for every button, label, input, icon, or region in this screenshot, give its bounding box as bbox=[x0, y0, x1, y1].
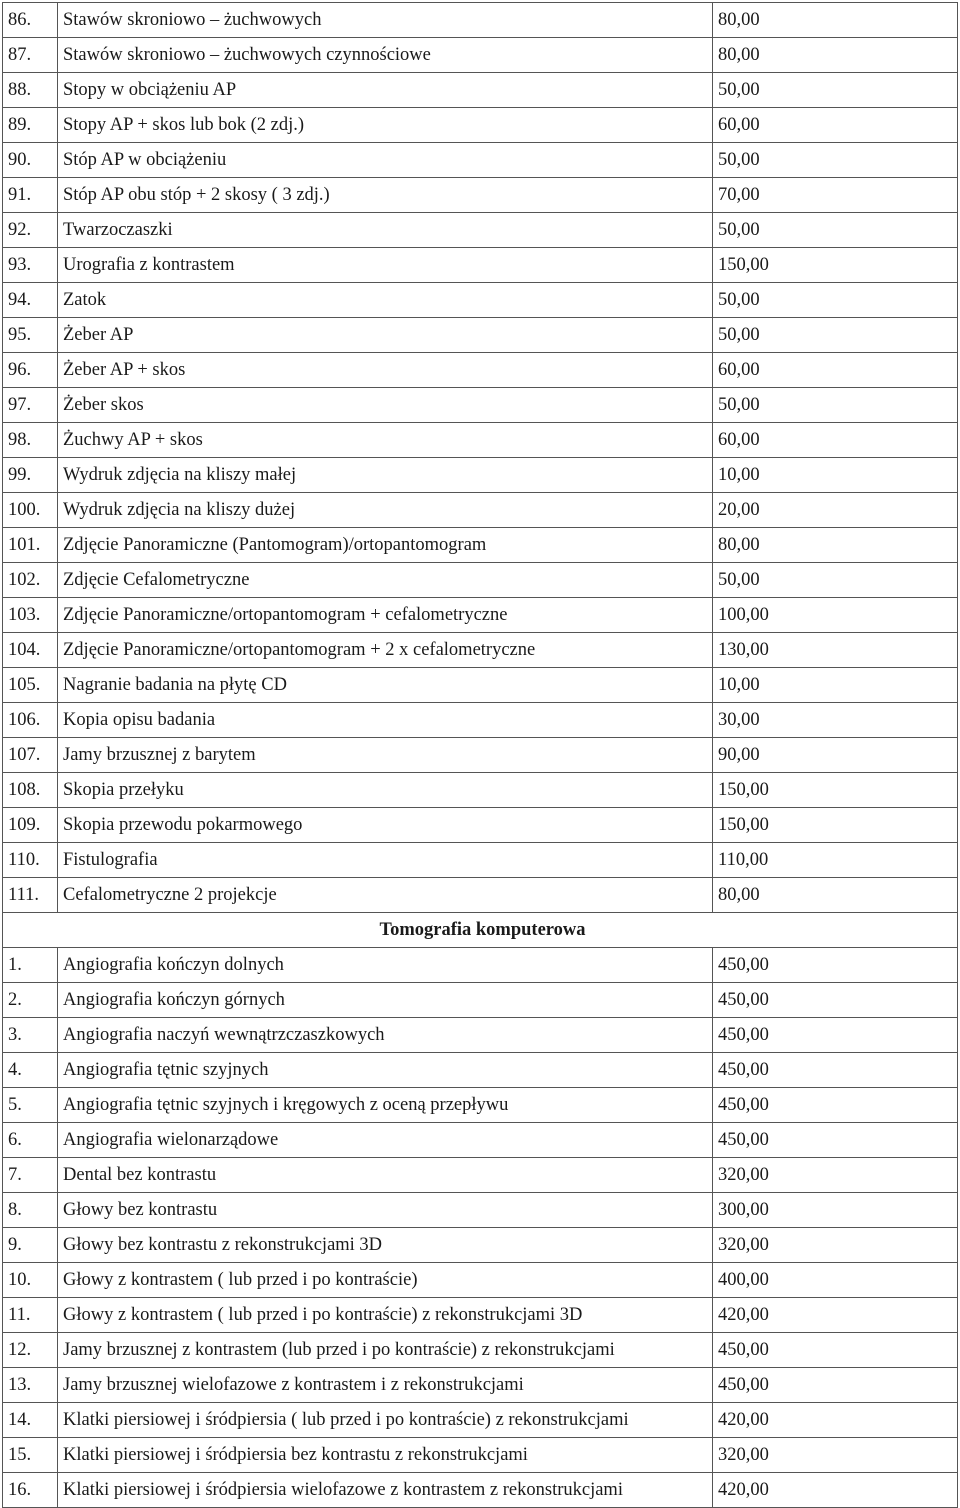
row-number: 98. bbox=[3, 423, 58, 458]
table-row bbox=[3, 1438, 958, 1473]
row-number: 100. bbox=[3, 493, 58, 528]
table-row bbox=[3, 73, 958, 108]
table-row bbox=[3, 773, 958, 808]
row-number: 4. bbox=[3, 1053, 58, 1088]
procedure-name: Głowy z kontrastem ( lub przed i po kontraście) bbox=[58, 1263, 713, 1298]
price-value: 150,00 bbox=[713, 808, 958, 843]
row-number: 99. bbox=[3, 458, 58, 493]
procedure-name: Angiografia tętnic szyjnych bbox=[58, 1053, 713, 1088]
row-number: 12. bbox=[3, 1333, 58, 1368]
price-value: 50,00 bbox=[713, 563, 958, 598]
section-header bbox=[3, 913, 958, 948]
row-number: 97. bbox=[3, 388, 58, 423]
row-number: 87. bbox=[3, 38, 58, 73]
table-row bbox=[3, 1403, 958, 1438]
procedure-name: Jamy brzusznej z barytem bbox=[58, 738, 713, 773]
price-value: 450,00 bbox=[713, 1053, 958, 1088]
row-number: 16. bbox=[3, 1473, 58, 1508]
procedure-name: Angiografia kończyn górnych bbox=[58, 983, 713, 1018]
procedure-name: Jamy brzusznej wielofazowe z kontrastem i z rekonstrukcjami bbox=[58, 1368, 713, 1403]
procedure-name: Urografia z kontrastem bbox=[58, 248, 713, 283]
price-value: 150,00 bbox=[713, 773, 958, 808]
procedure-name: Dental bez kontrastu bbox=[58, 1158, 713, 1193]
table-row bbox=[3, 3, 958, 38]
row-number: 14. bbox=[3, 1403, 58, 1438]
price-value: 130,00 bbox=[713, 633, 958, 668]
row-number: 110. bbox=[3, 843, 58, 878]
table-row bbox=[3, 283, 958, 318]
row-number: 94. bbox=[3, 283, 58, 318]
price-value: 20,00 bbox=[713, 493, 958, 528]
price-value: 50,00 bbox=[713, 73, 958, 108]
procedure-name: Kopia opisu badania bbox=[58, 703, 713, 738]
table-row bbox=[3, 1333, 958, 1368]
price-value: 50,00 bbox=[713, 213, 958, 248]
procedure-name: Klatki piersiowej i śródpiersia bez kontrastu z rekonstrukcjami bbox=[58, 1438, 713, 1473]
procedure-name: Angiografia wielonarządowe bbox=[58, 1123, 713, 1158]
table-row bbox=[3, 353, 958, 388]
price-value: 10,00 bbox=[713, 668, 958, 703]
table-row bbox=[3, 528, 958, 563]
table-row bbox=[3, 318, 958, 353]
table-row bbox=[3, 1368, 958, 1403]
table-row bbox=[3, 738, 958, 773]
row-number: 10. bbox=[3, 1263, 58, 1298]
procedure-name: Żeber AP bbox=[58, 318, 713, 353]
price-value: 50,00 bbox=[713, 143, 958, 178]
row-number: 5. bbox=[3, 1088, 58, 1123]
procedure-name: Stawów skroniowo – żuchwowych bbox=[58, 3, 713, 38]
table-row bbox=[3, 1228, 958, 1263]
row-number: 2. bbox=[3, 983, 58, 1018]
procedure-name: Angiografia kończyn dolnych bbox=[58, 948, 713, 983]
table-row bbox=[3, 1053, 958, 1088]
table-row bbox=[3, 668, 958, 703]
price-value: 320,00 bbox=[713, 1438, 958, 1473]
row-number: 90. bbox=[3, 143, 58, 178]
row-number: 88. bbox=[3, 73, 58, 108]
procedure-name: Stóp AP w obciążeniu bbox=[58, 143, 713, 178]
price-value: 80,00 bbox=[713, 3, 958, 38]
row-number: 111. bbox=[3, 878, 58, 913]
table-row bbox=[3, 948, 958, 983]
price-value: 60,00 bbox=[713, 353, 958, 388]
procedure-name: Głowy z kontrastem ( lub przed i po kontraście) z rekonstrukcjami 3D bbox=[58, 1298, 713, 1333]
procedure-name: Wydruk zdjęcia na kliszy małej bbox=[58, 458, 713, 493]
table-row bbox=[3, 1473, 958, 1508]
table-row bbox=[3, 108, 958, 143]
price-value: 60,00 bbox=[713, 423, 958, 458]
table-row bbox=[3, 843, 958, 878]
price-value: 110,00 bbox=[713, 843, 958, 878]
table-row bbox=[3, 703, 958, 738]
price-value: 50,00 bbox=[713, 318, 958, 353]
row-number: 91. bbox=[3, 178, 58, 213]
procedure-name: Stopy AP + skos lub bok (2 zdj.) bbox=[58, 108, 713, 143]
table-row bbox=[3, 1193, 958, 1228]
table-row bbox=[3, 598, 958, 633]
price-value: 300,00 bbox=[713, 1193, 958, 1228]
price-value: 320,00 bbox=[713, 1228, 958, 1263]
table-row bbox=[3, 493, 958, 528]
price-value: 30,00 bbox=[713, 703, 958, 738]
price-value: 150,00 bbox=[713, 248, 958, 283]
row-number: 95. bbox=[3, 318, 58, 353]
price-value: 50,00 bbox=[713, 283, 958, 318]
row-number: 7. bbox=[3, 1158, 58, 1193]
table-row bbox=[3, 633, 958, 668]
table-row bbox=[3, 808, 958, 843]
price-value: 450,00 bbox=[713, 1333, 958, 1368]
procedure-name: Stawów skroniowo – żuchwowych czynnościowe bbox=[58, 38, 713, 73]
procedure-name: Zatok bbox=[58, 283, 713, 318]
procedure-name: Żuchwy AP + skos bbox=[58, 423, 713, 458]
section-title: Tomografia komputerowa bbox=[3, 913, 958, 948]
table-row bbox=[3, 213, 958, 248]
procedure-name: Nagranie badania na płytę CD bbox=[58, 668, 713, 703]
price-value: 450,00 bbox=[713, 1018, 958, 1053]
price-value: 100,00 bbox=[713, 598, 958, 633]
row-number: 106. bbox=[3, 703, 58, 738]
row-number: 93. bbox=[3, 248, 58, 283]
price-value: 420,00 bbox=[713, 1473, 958, 1508]
price-list-xray-section bbox=[3, 3, 958, 913]
price-value: 90,00 bbox=[713, 738, 958, 773]
table-row bbox=[3, 388, 958, 423]
row-number: 107. bbox=[3, 738, 58, 773]
price-value: 80,00 bbox=[713, 528, 958, 563]
row-number: 86. bbox=[3, 3, 58, 38]
row-number: 105. bbox=[3, 668, 58, 703]
table-row bbox=[3, 143, 958, 178]
row-number: 3. bbox=[3, 1018, 58, 1053]
table-row bbox=[3, 1158, 958, 1193]
table-row bbox=[3, 423, 958, 458]
table-row bbox=[3, 458, 958, 493]
table-row bbox=[3, 248, 958, 283]
table-row bbox=[3, 1298, 958, 1333]
table-row bbox=[3, 983, 958, 1018]
procedure-name: Stóp AP obu stóp + 2 skosy ( 3 zdj.) bbox=[58, 178, 713, 213]
row-number: 11. bbox=[3, 1298, 58, 1333]
section-header-row bbox=[3, 913, 958, 948]
row-number: 89. bbox=[3, 108, 58, 143]
table-row bbox=[3, 1018, 958, 1053]
price-value: 400,00 bbox=[713, 1263, 958, 1298]
row-number: 92. bbox=[3, 213, 58, 248]
row-number: 104. bbox=[3, 633, 58, 668]
table-row bbox=[3, 1123, 958, 1158]
row-number: 108. bbox=[3, 773, 58, 808]
row-number: 8. bbox=[3, 1193, 58, 1228]
price-value: 420,00 bbox=[713, 1403, 958, 1438]
price-value: 60,00 bbox=[713, 108, 958, 143]
table-row bbox=[3, 178, 958, 213]
price-value: 320,00 bbox=[713, 1158, 958, 1193]
procedure-name: Skopia przewodu pokarmowego bbox=[58, 808, 713, 843]
procedure-name: Stopy w obciążeniu AP bbox=[58, 73, 713, 108]
price-value: 80,00 bbox=[713, 878, 958, 913]
row-number: 15. bbox=[3, 1438, 58, 1473]
procedure-name: Angiografia tętnic szyjnych i kręgowych z oceną przepływu bbox=[58, 1088, 713, 1123]
row-number: 1. bbox=[3, 948, 58, 983]
procedure-name: Wydruk zdjęcia na kliszy dużej bbox=[58, 493, 713, 528]
row-number: 9. bbox=[3, 1228, 58, 1263]
price-list-ct-section bbox=[3, 948, 958, 1508]
procedure-name: Fistulografia bbox=[58, 843, 713, 878]
procedure-name: Zdjęcie Panoramiczne/ortopantomogram + 2 x cefalometryczne bbox=[58, 633, 713, 668]
price-value: 420,00 bbox=[713, 1298, 958, 1333]
procedure-name: Jamy brzusznej z kontrastem (lub przed i po kontraście) z rekonstrukcjami bbox=[58, 1333, 713, 1368]
procedure-name: Skopia przełyku bbox=[58, 773, 713, 808]
procedure-name: Zdjęcie Panoramiczne/ortopantomogram + cefalometryczne bbox=[58, 598, 713, 633]
procedure-name: Zdjęcie Cefalometryczne bbox=[58, 563, 713, 598]
price-value: 10,00 bbox=[713, 458, 958, 493]
table-row bbox=[3, 38, 958, 73]
table-row bbox=[3, 1263, 958, 1298]
procedure-name: Cefalometryczne 2 projekcje bbox=[58, 878, 713, 913]
table-row bbox=[3, 878, 958, 913]
price-value: 70,00 bbox=[713, 178, 958, 213]
row-number: 13. bbox=[3, 1368, 58, 1403]
price-value: 450,00 bbox=[713, 1368, 958, 1403]
procedure-name: Angiografia naczyń wewnątrzczaszkowych bbox=[58, 1018, 713, 1053]
price-value: 450,00 bbox=[713, 1123, 958, 1158]
price-value: 450,00 bbox=[713, 948, 958, 983]
procedure-name: Klatki piersiowej i śródpiersia ( lub przed i po kontraście) z rekonstrukcjami bbox=[58, 1403, 713, 1438]
procedure-name: Żeber AP + skos bbox=[58, 353, 713, 388]
price-value: 80,00 bbox=[713, 38, 958, 73]
row-number: 109. bbox=[3, 808, 58, 843]
procedure-name: Głowy bez kontrastu bbox=[58, 1193, 713, 1228]
procedure-name: Zdjęcie Panoramiczne (Pantomogram)/ortopantomogram bbox=[58, 528, 713, 563]
procedure-name: Klatki piersiowej i śródpiersia wielofazowe z kontrastem z rekonstrukcjami bbox=[58, 1473, 713, 1508]
procedure-name: Twarzoczaszki bbox=[58, 213, 713, 248]
row-number: 101. bbox=[3, 528, 58, 563]
row-number: 103. bbox=[3, 598, 58, 633]
table-row bbox=[3, 563, 958, 598]
price-list-table bbox=[2, 2, 958, 1508]
price-value: 450,00 bbox=[713, 1088, 958, 1123]
row-number: 96. bbox=[3, 353, 58, 388]
row-number: 6. bbox=[3, 1123, 58, 1158]
price-value: 50,00 bbox=[713, 388, 958, 423]
price-value: 450,00 bbox=[713, 983, 958, 1018]
table-row bbox=[3, 1088, 958, 1123]
procedure-name: Głowy bez kontrastu z rekonstrukcjami 3D bbox=[58, 1228, 713, 1263]
row-number: 102. bbox=[3, 563, 58, 598]
procedure-name: Żeber skos bbox=[58, 388, 713, 423]
